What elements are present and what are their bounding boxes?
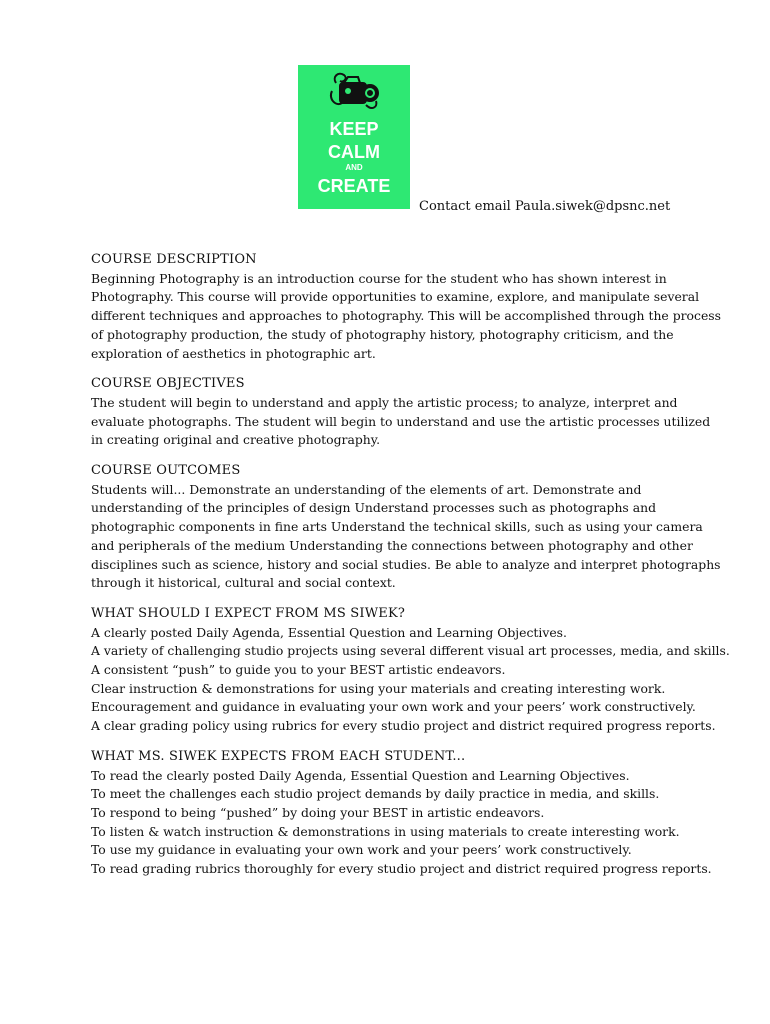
text-line: Beginning Photography is an introduction course for the student who has shown interest in <box>91 270 667 286</box>
text-line: Encouragement and guidance in evaluating your own work and your peers’ work constructively. <box>91 699 696 715</box>
section-text <box>91 767 712 879</box>
text-line: evaluate photographs. The student will begin to understand and use the artistic processes utilized <box>91 413 711 429</box>
section-text <box>91 394 711 450</box>
section-heading: COURSE OUTCOMES <box>91 463 241 479</box>
text-line: through it historical, cultural and social context. <box>91 575 396 591</box>
text-line: To respond to being “pushed” by doing your BEST in artistic endeavors. <box>91 804 545 820</box>
keep-calm-poster <box>298 65 410 209</box>
section-course-objectives <box>91 375 711 450</box>
text-line: in creating original and creative photography. <box>91 432 381 448</box>
section-heading: WHAT SHOULD I EXPECT FROM MS SIWEK? <box>91 605 406 621</box>
section-course-outcomes <box>91 462 721 593</box>
camera-icon <box>326 69 382 113</box>
section-text <box>91 624 730 736</box>
contact-email: Contact email Paula.siwek@dpsnc.net <box>419 199 671 214</box>
text-line: and peripherals of the medium Understanding the connections between photography and other <box>91 537 693 553</box>
poster-line-calm: CALM <box>328 142 380 162</box>
text-line: To meet the challenges each studio project demands by daily practice in media, and skills. <box>91 786 660 802</box>
text-line: Photography. This course will provide opportunities to examine, explore, and manipulate several <box>91 289 700 305</box>
section-expectations-teacher <box>91 605 730 736</box>
section-text <box>91 481 721 593</box>
text-line: of photography production, the study of photography history, photography criticism, and the <box>91 326 674 342</box>
text-line: A clear grading policy using rubrics for every studio project and district required progress reports. <box>91 718 716 734</box>
text-line: exploration of aesthetics in photographic art. <box>91 345 376 361</box>
poster-line-create: CREATE <box>317 176 391 196</box>
document-body <box>91 251 730 891</box>
text-line: understanding of the principles of design Understand processes such as photographs and <box>91 500 657 516</box>
text-line: To read grading rubrics thoroughly for every studio project and district required progress reports. <box>91 861 712 877</box>
text-line: To use my guidance in evaluating your own work and your peers’ work constructively. <box>91 842 632 858</box>
text-line: Students will... Demonstrate an understanding of the elements of art. Demonstrate and <box>91 481 642 497</box>
section-course-description <box>91 251 722 363</box>
section-text <box>91 270 722 364</box>
text-line: different techniques and approaches to photography. This will be accomplished through the process <box>91 308 722 324</box>
text-line: disciplines such as science, history and social studies. Be able to analyze and interpret photographs <box>91 556 721 572</box>
text-line: A variety of challenging studio projects using several different visual art processes, media, and skills. <box>91 643 730 659</box>
text-line: Clear instruction & demonstrations for using your materials and creating interesting work. <box>91 680 666 696</box>
text-line: To listen & watch instruction & demonstrations in using materials to create interesting work. <box>91 823 680 839</box>
section-heading: COURSE DESCRIPTION <box>91 252 257 267</box>
section-heading: WHAT MS. SIWEK EXPECTS FROM EACH STUDENT... <box>91 748 466 764</box>
section-heading: COURSE OBJECTIVES <box>91 376 245 392</box>
poster-line-and: AND <box>345 163 363 172</box>
text-line: A consistent “push” to guide you to your BEST artistic endeavors. <box>91 662 506 678</box>
text-line: photographic components in fine arts Understand the technical skills, such as using your camera <box>91 519 703 535</box>
text-line: A clearly posted Daily Agenda, Essential Question and Learning Objectives. <box>91 624 567 640</box>
section-expectations-student <box>91 748 712 879</box>
text-line: The student will begin to understand and apply the artistic process; to analyze, interpret and <box>91 394 678 410</box>
text-line: To read the clearly posted Daily Agenda, Essential Question and Learning Objectives. <box>91 767 630 783</box>
poster-line-keep: KEEP <box>329 119 379 139</box>
